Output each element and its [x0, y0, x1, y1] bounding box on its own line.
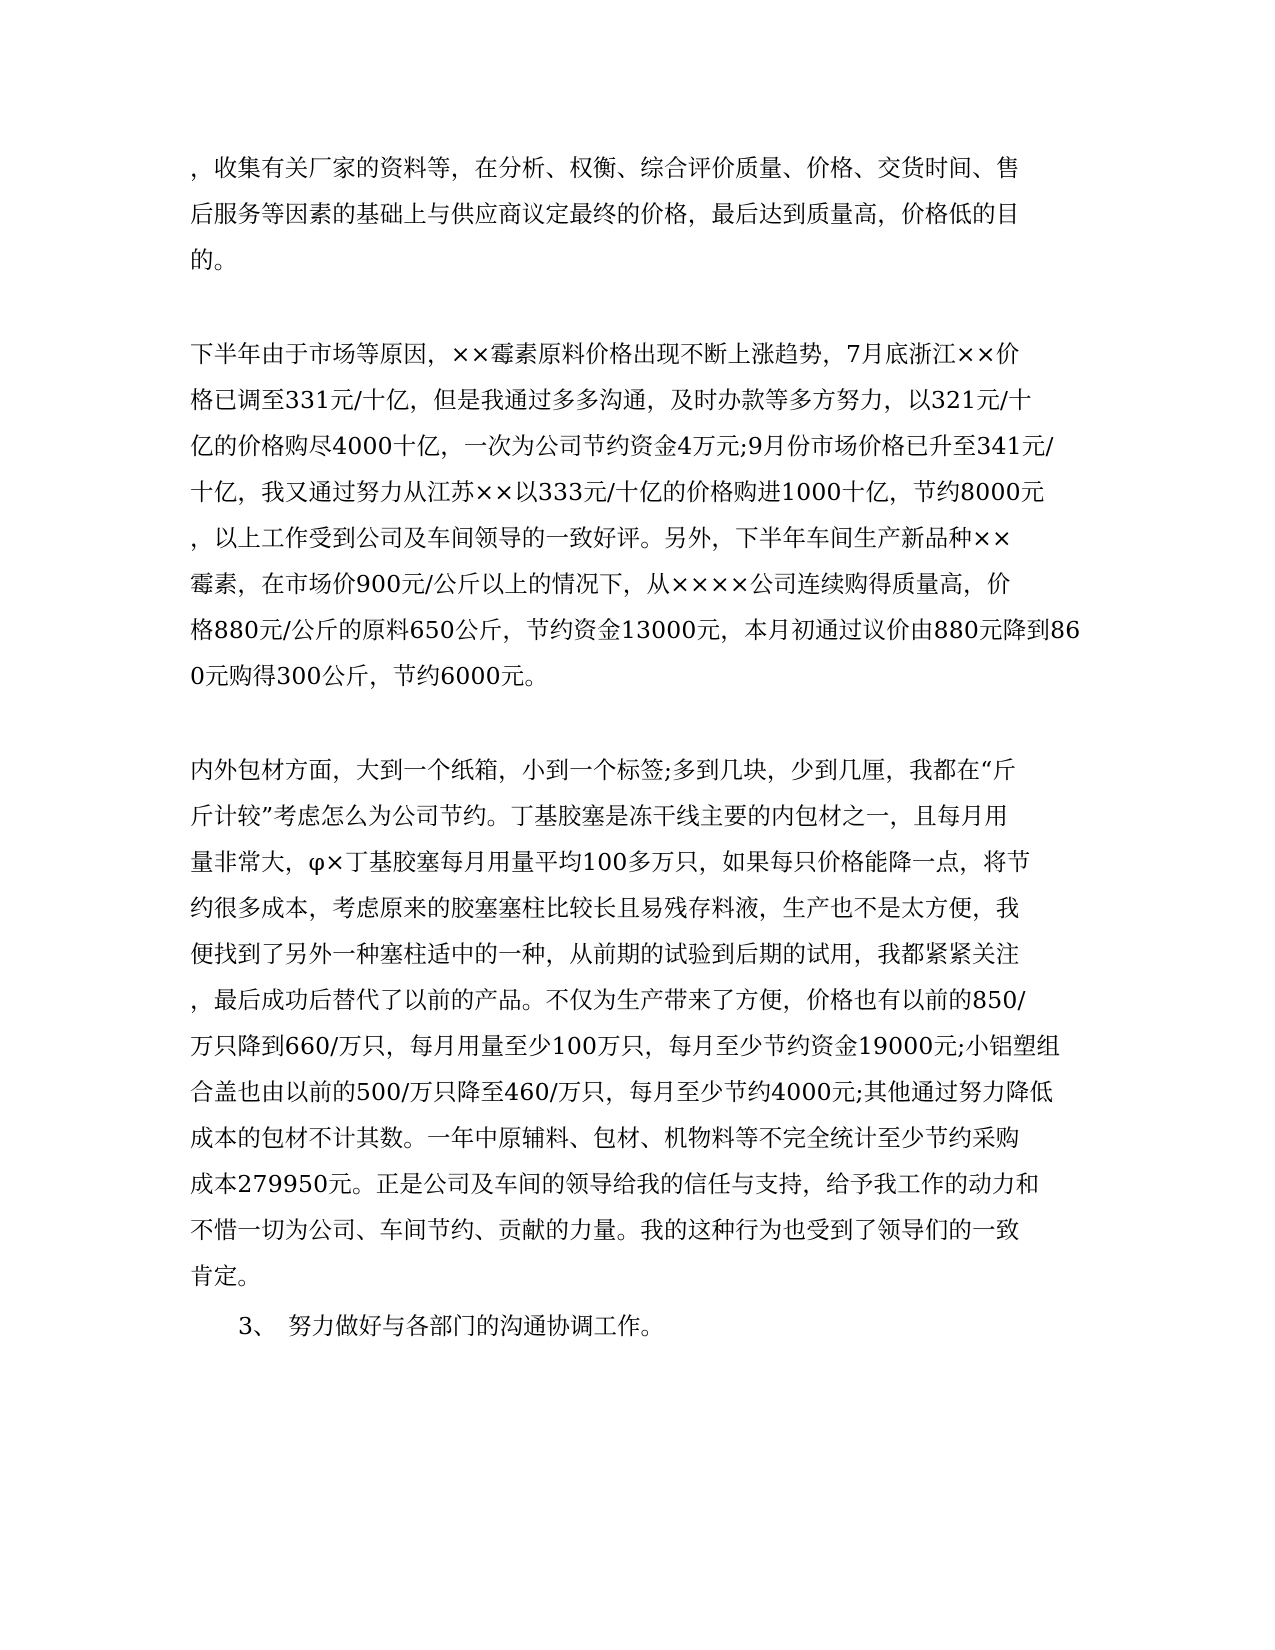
- paragraph-2-line-7: 格880元/公斤的原料650公斤，节约资金13000元，本月初通过议价由880元降到86: [190, 616, 1081, 644]
- paragraph-3-line-9: 成本的包材不计其数。一年中原辅料、包材、机物料等不完全统计至少节约采购: [190, 1124, 1020, 1152]
- numbered-item-number: 3、: [238, 1312, 277, 1340]
- paragraph-2-line-5: ，以上工作受到公司及车间领导的一致好评。另外，下半年车间生产新品种××: [190, 524, 1012, 552]
- paragraph-3-line-10: 成本279950元。正是公司及车间的领导给我的信任与支持，给予我工作的动力和: [190, 1170, 1040, 1198]
- paragraph-3-line-2: 斤计较”考虑怎么为公司节约。丁基胶塞是冻干线主要的内包材之一，且每月用: [190, 802, 1009, 830]
- paragraph-2-line-1: 下半年由于市场等原因，××霉素原料价格出现不断上涨趋势，7月底浙江××价: [190, 340, 1020, 368]
- paragraph-2-line-8: 0元购得300公斤，节约6000元。: [190, 662, 549, 690]
- paragraph-1-line-1: ，收集有关厂家的资料等，在分析、权衡、综合评价质量、价格、交货时间、售: [190, 154, 1020, 182]
- paragraph-1-line-2: 后服务等因素的基础上与供应商议定最终的价格，最后达到质量高，价格低的目: [190, 200, 1020, 228]
- paragraph-3-line-12: 肯定。: [190, 1262, 262, 1290]
- paragraph-3-line-8: 合盖也由以前的500/万只降至460/万只，每月至少节约4000元;其他通过努力降低: [190, 1078, 1054, 1106]
- paragraph-3-line-5: 便找到了另外一种塞柱适中的一种，从前期的试验到后期的试用，我都紧紧关注: [190, 940, 1020, 968]
- paragraph-3-line-4: 约很多成本，考虑原来的胶塞塞柱比较长且易残存料液，生产也不是太方便，我: [190, 894, 1020, 922]
- paragraph-2-line-6: 霉素，在市场价900元/公斤以上的情况下，从××××公司连续购得质量高，价: [190, 570, 1011, 598]
- paragraph-3-line-3: 量非常大，φ×丁基胶塞每月用量平均100多万只，如果每只价格能降一点，将节: [190, 848, 1031, 876]
- paragraph-3-line-6: ，最后成功后替代了以前的产品。不仅为生产带来了方便，价格也有以前的850/: [190, 986, 1026, 1014]
- numbered-item-text: 努力做好与各部门的沟通协调工作。: [288, 1312, 664, 1340]
- paragraph-3-line-1: 内外包材方面，大到一个纸箱，小到一个标签;多到几块，少到几厘，我都在“斤: [190, 756, 1017, 784]
- paragraph-2-line-4: 十亿，我又通过努力从江苏××以333元/十亿的价格购进1000十亿，节约8000元: [190, 478, 1045, 506]
- paragraph-2-line-2: 格已调至331元/十亿，但是我通过多多沟通，及时办款等多方努力，以321元/十: [190, 386, 1032, 414]
- paragraph-3-line-11: 不惜一切为公司、车间节约、贡献的力量。我的这种行为也受到了领导们的一致: [190, 1216, 1020, 1244]
- paragraph-3-line-7: 万只降到660/万只，每月用量至少100万只，每月至少节约资金19000元;小铝塑组: [190, 1032, 1061, 1060]
- paragraph-2-line-3: 亿的价格购尽4000十亿，一次为公司节约资金4万元;9月份市场价格已升至341元/: [190, 432, 1054, 460]
- paragraph-1-line-3: 的。: [190, 246, 238, 274]
